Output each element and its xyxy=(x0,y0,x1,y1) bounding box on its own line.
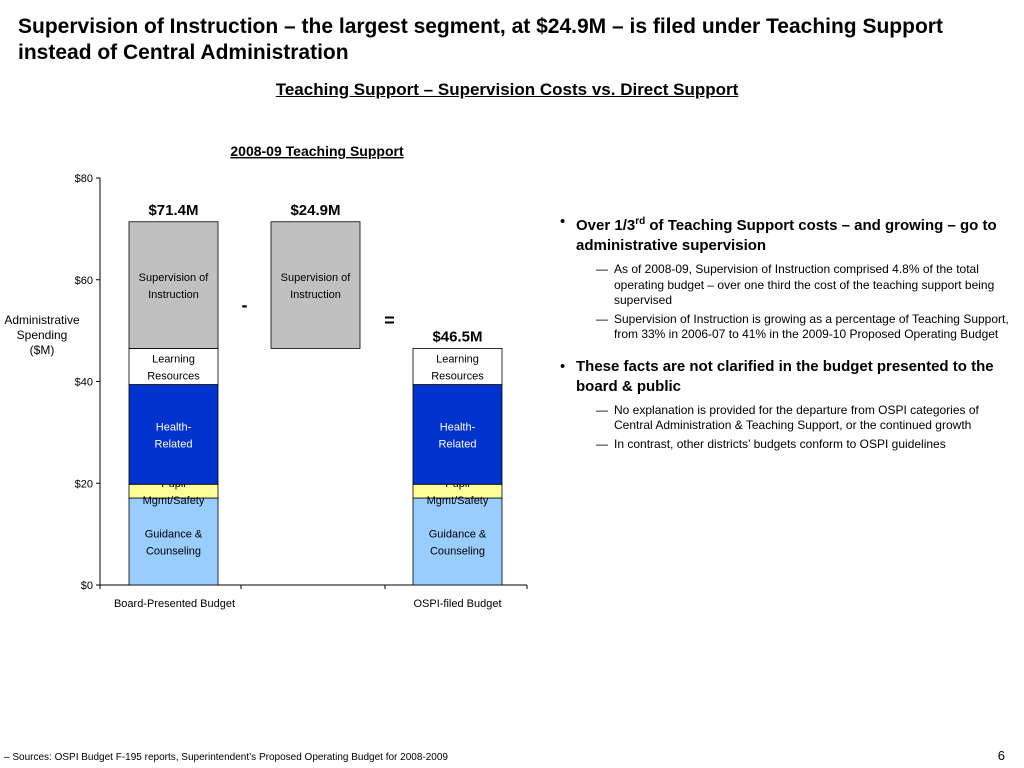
segment-label: Health-Related xyxy=(438,421,477,451)
bar-segment xyxy=(129,222,218,349)
x-category-label: OSPI-filed Budget xyxy=(413,598,502,610)
slide-subtitle: Teaching Support – Supervision Costs vs. Direct Support xyxy=(275,80,739,99)
sub-bullet-list xyxy=(576,262,1015,343)
bullet-item xyxy=(560,212,1015,343)
bullet-item xyxy=(560,357,1015,453)
y-tick-label: $80 xyxy=(74,173,93,185)
slide-headline: Supervision of Instruction – the largest segment, at $24.9M – is filed under Teaching Support instead of Central Administration xyxy=(18,15,943,64)
y-tick-label: $40 xyxy=(74,376,93,389)
total-label: $71.4M xyxy=(148,201,199,219)
segment-label: Learning Resources xyxy=(147,353,200,383)
bar-segment xyxy=(413,498,502,585)
bullet-heading: • Over 1/3rd of Teaching Support costs – and growing – go to administrative supervision xyxy=(576,212,1015,256)
bullet-heading: • These facts are not clarified in the budget presented to the board & public xyxy=(576,357,1015,397)
bar-segment xyxy=(129,385,218,485)
total-label: $46.5M xyxy=(432,328,483,346)
y-tick-label: $60 xyxy=(74,274,93,287)
sub-bullet: — As of 2008-09, Supervision of Instruction comprised 4.8% of the total operating budget – over one third the cost of the teaching support being supervised xyxy=(576,262,1015,309)
segment-label: Guidance & Counseling xyxy=(428,528,487,558)
bar-segment xyxy=(271,222,360,349)
source-footnote: – Sources: OSPI Budget F-195 reports, Superintendent’s Proposed Operating Budget for 2008-2009 xyxy=(4,752,448,763)
segment-label: Supervision of Instruction xyxy=(138,272,209,302)
stacked-bar-chart xyxy=(0,135,545,625)
y-axis-label: Administrative Spending ($M) xyxy=(4,313,80,357)
segment-label: Guidance & Counseling xyxy=(144,528,203,558)
x-category-label: Board-Presented Budget xyxy=(113,598,236,610)
segment-label: Supervision of Instruction xyxy=(280,272,351,302)
page-number: 6 xyxy=(997,748,1005,763)
bar-segment xyxy=(413,385,502,485)
operator-symbol: = xyxy=(384,310,395,331)
segment-label: Mgmt/Safety xyxy=(142,495,205,508)
segment-label: Health-Related xyxy=(154,421,193,451)
sub-bullet-list xyxy=(576,403,1015,453)
bar-segment xyxy=(129,498,218,585)
sub-bullet: — Supervision of Instruction is growing as a percentage of Teaching Support, from 33% in 2006-07 to 41% in the 2009-10 Proposed Operating Budget xyxy=(576,312,1015,343)
y-tick-label: $0 xyxy=(80,580,93,592)
chart-title: 2008-09 Teaching Support xyxy=(230,143,404,159)
sub-bullet: — No explanation is provided for the departure from OSPI categories of Central Administration & Teaching Support, or the continued growth xyxy=(576,403,1015,434)
sub-bullet: — In contrast, other districts’ budgets conform to OSPI guidelines xyxy=(576,437,1015,453)
operator-symbol: - xyxy=(241,295,248,316)
segment-label: Mgmt/Safety xyxy=(426,495,489,508)
bullet-list xyxy=(560,212,1015,466)
total-label: $24.9M xyxy=(290,201,341,219)
y-tick-label: $20 xyxy=(74,478,93,491)
segment-label: Learning Resources xyxy=(431,353,484,383)
